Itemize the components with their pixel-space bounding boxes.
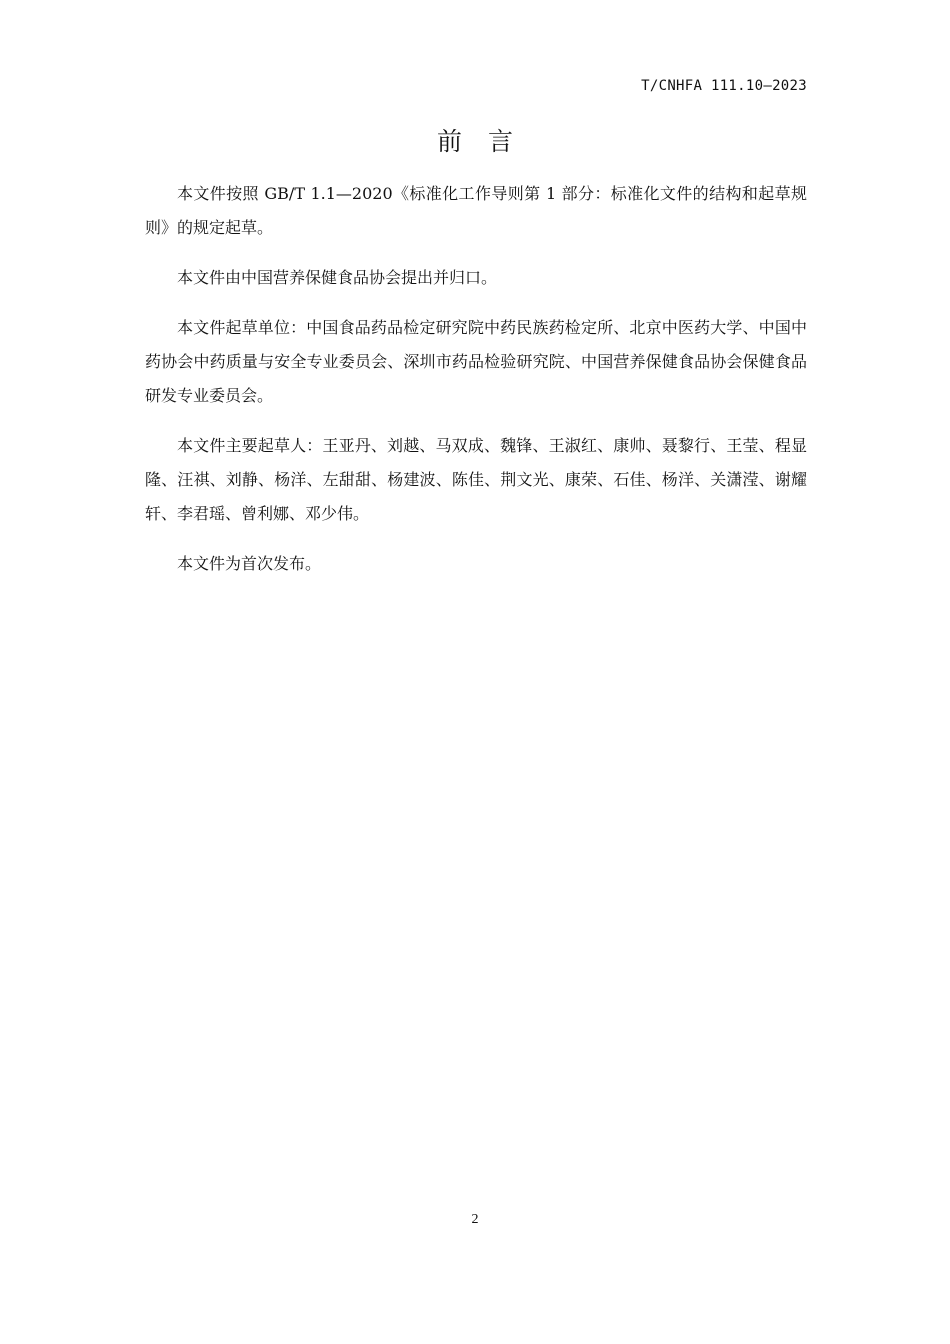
document-code: T/CNHFA 111.10—2023	[641, 78, 807, 94]
document-body	[145, 177, 807, 597]
page-title: 前言	[436, 127, 539, 156]
paragraph-drafters: 本文件主要起草人：王亚丹、刘越、马双成、魏锋、王淑红、康帅、聂黎行、王莹、程显隆、汪祺、刘静、杨洋、左甜甜、杨建波、陈佳、荆文光、康荣、石佳、杨洋、关潇滢、谢耀轩、李君瑶、曾利娜、邓少伟。	[145, 436, 807, 523]
paragraph-drafting-units: 本文件起草单位：中国食品药品检定研究院中药民族药检定所、北京中医药大学、中国中药协会中药质量与安全专业委员会、深圳市药品检验研究院、中国营养保健食品协会保健食品研发专业委员会。	[145, 318, 807, 405]
paragraph-drafting-rules: 本文件按照 GB/T 1.1—2020《标准化工作导则第 1 部分：标准化文件的结构和起草规则》的规定起草。	[145, 184, 807, 237]
paragraph-first-release: 本文件为首次发布。	[177, 554, 322, 573]
page-number: 2	[471, 1212, 479, 1227]
paragraph-proposer: 本文件由中国营养保健食品协会提出并归口。	[177, 268, 498, 287]
